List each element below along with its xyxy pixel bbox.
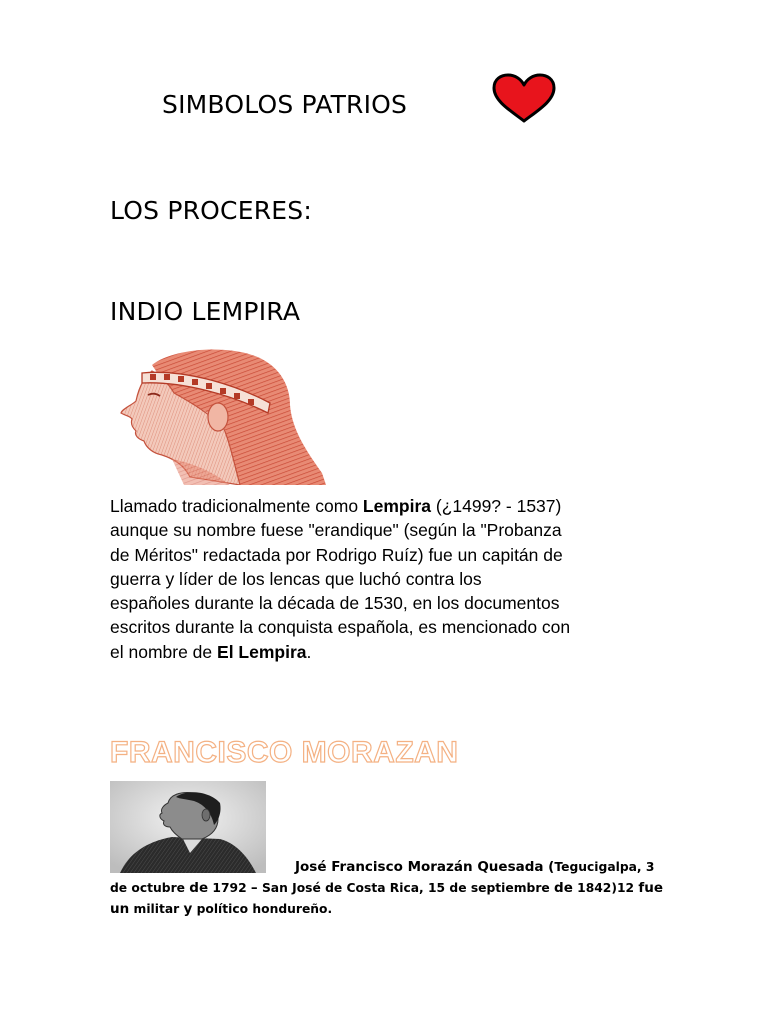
- lempira-portrait: [112, 343, 326, 485]
- paragraph-line: españoles durante la década de 1530, en los documentos: [110, 593, 560, 614]
- paragraph-line: [110, 494, 670, 518]
- text-span: (¿1499? - 1537): [431, 496, 562, 516]
- paragraph-line: aunque su nombre fuese "erandique" (según la "Probanza: [110, 520, 562, 541]
- heart-icon: [491, 73, 557, 125]
- text-span: Llamado tradicionalmente como: [110, 496, 363, 516]
- text-span: San José de Costa Rica, 15 de septiembre: [257, 881, 555, 895]
- page-title: SIMBOLOS PATRIOS: [162, 90, 408, 119]
- text-span: 1792: [208, 881, 251, 895]
- text-span: .: [306, 641, 312, 662]
- lempira-paragraph: [110, 494, 670, 664]
- el-lempira-bold: El Lempira: [217, 641, 307, 662]
- morazan-name: José Francisco Morazán Quesada (: [295, 859, 555, 875]
- text-span: 1842)12: [572, 881, 639, 895]
- text-span: Tegucigalpa, 3: [554, 860, 655, 874]
- text-span: militar: [129, 902, 184, 916]
- text-span: el nombre de: [110, 641, 218, 662]
- caption-line: [110, 899, 670, 920]
- proceres-heading: LOS PROCERES:: [110, 196, 312, 225]
- lempira-heading: INDIO LEMPIRA: [110, 297, 301, 326]
- paragraph-line: escritos durante la conquista española, es mencionado con: [110, 617, 571, 638]
- text-span: y: [183, 901, 193, 917]
- caption-line: [110, 857, 670, 878]
- text-span: de: [554, 880, 573, 896]
- paragraph-line: de Méritos" redactada por Rodrigo Ruíz) fue un capitán de: [110, 544, 563, 565]
- caption-line: [110, 878, 670, 899]
- paragraph-line: guerra y líder de los lencas que luchó contra los: [110, 568, 482, 589]
- text-span: un: [110, 901, 130, 917]
- morazan-heading: FRANCISCO MORAZAN: [110, 736, 459, 769]
- morazan-caption: [110, 857, 670, 920]
- text-span: –: [250, 880, 258, 896]
- text-span: político hondureño.: [192, 902, 333, 916]
- lempira-bold: Lempira: [362, 496, 431, 516]
- paragraph-line: [110, 640, 670, 664]
- text-span: fue: [638, 880, 664, 896]
- text-span: de octubre: [110, 881, 190, 895]
- text-span: de: [189, 880, 209, 896]
